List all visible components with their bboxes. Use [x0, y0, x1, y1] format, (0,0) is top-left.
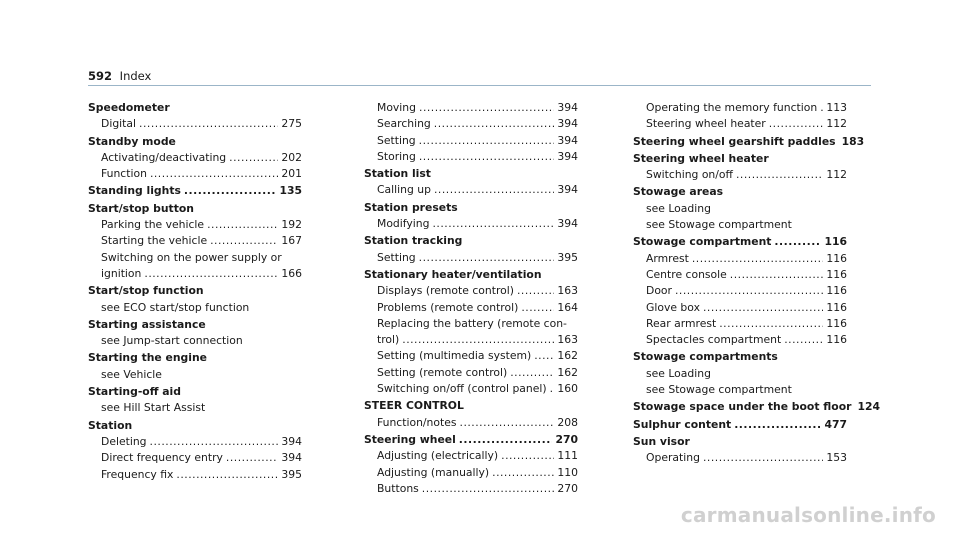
page-reference: 394 — [557, 117, 578, 131]
index-entry — [88, 317, 302, 350]
page-reference: 394 — [557, 133, 578, 147]
page-reference: 167 — [281, 234, 302, 248]
index-heading-text: Stowage compartment — [633, 235, 772, 249]
index-subentry — [88, 266, 302, 282]
index-entry — [88, 201, 302, 282]
index-subentry-text: Setting — [377, 133, 416, 147]
index-subentry — [633, 450, 847, 466]
dot-leader — [402, 332, 554, 348]
index-subentry — [633, 167, 847, 183]
dot-leader — [730, 267, 824, 283]
dot-leader — [419, 133, 555, 149]
index-subentry: see ECO start/stop function — [101, 300, 250, 314]
index-entry — [88, 418, 302, 483]
page-reference: 202 — [281, 150, 302, 164]
page-reference: 116 — [826, 316, 847, 330]
index-heading: Station list — [364, 167, 431, 181]
index-subentry — [364, 149, 578, 165]
index-subentry: see Stowage compartment — [646, 218, 792, 232]
index-subentry-text: Centre console — [646, 267, 727, 281]
dot-leader — [434, 116, 555, 132]
dot-leader — [226, 450, 278, 466]
index-heading: Stowage compartments — [633, 350, 778, 364]
dot-leader — [736, 167, 823, 183]
dot-leader — [692, 251, 824, 267]
index-entry — [633, 100, 847, 133]
index-subentry — [364, 250, 578, 266]
index-subentry — [364, 182, 578, 198]
index-subentry — [88, 467, 302, 483]
index-heading-text: Standing lights — [88, 184, 181, 198]
page-reference: 116 — [826, 300, 847, 314]
index-heading: Steering wheel heater — [633, 151, 769, 165]
index-entry — [633, 399, 880, 415]
index-heading-text: Sulphur content — [633, 417, 732, 431]
index-subentry-text: Switching on/off (control panel) — [377, 382, 547, 396]
index-subentry-text: Armrest — [646, 251, 689, 265]
index-subentry — [633, 332, 847, 348]
page-reference: 208 — [557, 415, 578, 429]
index-subentry — [364, 448, 578, 464]
page-reference: 394 — [557, 217, 578, 231]
index-subentry — [364, 365, 578, 381]
index-subentry-text: Adjusting (electrically) — [377, 449, 499, 463]
index-subentry: Switching on the power supply or — [101, 250, 282, 264]
dot-leader — [422, 481, 555, 497]
index-entry — [88, 134, 302, 183]
dot-leader — [521, 300, 554, 316]
index-subentry — [88, 150, 302, 166]
dot-leader — [150, 166, 278, 182]
index-subentry-text: Setting (remote control) — [377, 365, 508, 379]
index-subentry-text: trol) — [377, 333, 400, 347]
index-heading — [364, 432, 578, 448]
index-heading: Station — [88, 418, 133, 432]
index-entry — [364, 200, 578, 233]
index-entry — [364, 100, 578, 165]
index-subentry: see Loading — [646, 201, 711, 215]
page-reference: 270 — [557, 481, 578, 495]
index-subentry-text: Function/notes — [377, 415, 457, 429]
index-entry — [364, 166, 578, 199]
index-heading-text: Stowage space under the boot floor — [633, 400, 852, 414]
index-subentry-text: Door — [646, 284, 672, 298]
index-heading: Start/stop button — [88, 201, 194, 215]
dot-leader — [703, 450, 823, 466]
index-heading-text: Steering wheel — [364, 432, 456, 446]
dot-leader — [460, 415, 555, 431]
index-subentry-text: Starting the vehicle — [101, 234, 208, 248]
dot-leader — [774, 234, 821, 250]
page-reference: 394 — [557, 101, 578, 114]
index-subentry-text: Calling up — [377, 183, 431, 197]
index-subentry-text: Digital — [101, 117, 137, 131]
index-heading — [633, 234, 847, 250]
index-subentry — [633, 116, 847, 132]
index-heading: Standby mode — [88, 134, 176, 148]
index-subentry-text: ignition — [101, 266, 142, 280]
index-subentry-text: Displays (remote control) — [377, 284, 514, 298]
page-header — [88, 69, 151, 83]
page-reference: 153 — [826, 451, 847, 465]
index-subentry — [364, 116, 578, 132]
index-subentry-text: Switching on/off — [646, 168, 733, 182]
dot-leader — [419, 149, 555, 165]
index-heading: Starting assistance — [88, 317, 206, 331]
index-heading: Stationary heater/ventilation — [364, 267, 542, 281]
index-subentry-text: Operating — [646, 451, 700, 465]
index-heading-text: Steering wheel gearshift paddles — [633, 134, 836, 148]
index-subentry — [633, 100, 847, 116]
index-subentry — [88, 450, 302, 466]
dot-leader — [184, 183, 277, 199]
index-subentry-text: Spectacles compartment — [646, 333, 782, 347]
index-subentry-text: Setting (multimedia system) — [377, 349, 532, 363]
dot-leader — [501, 448, 554, 464]
index-entry — [88, 350, 302, 383]
index-heading — [633, 417, 847, 433]
page-reference: 116 — [826, 251, 847, 265]
dot-leader — [703, 300, 823, 316]
page-reference: 124 — [857, 400, 880, 414]
index-column-2 — [364, 100, 578, 498]
index-heading: Station tracking — [364, 234, 463, 248]
dot-leader — [434, 182, 554, 198]
dot-leader — [144, 266, 278, 282]
dot-leader — [492, 465, 554, 481]
page-reference: 275 — [281, 117, 302, 131]
page-reference: 192 — [281, 218, 302, 232]
page-reference: 162 — [557, 365, 578, 379]
dot-leader — [510, 365, 554, 381]
index-entry — [633, 417, 847, 433]
index-subentry — [364, 381, 578, 397]
page-reference: 113 — [826, 101, 847, 114]
index-subentry — [364, 465, 578, 481]
index-subentry-text: Activating/deactivating — [101, 150, 227, 164]
index-subentry — [364, 348, 578, 364]
index-subentry: see Jump-start connection — [101, 334, 243, 348]
dot-leader — [432, 216, 554, 232]
page-reference: 110 — [557, 465, 578, 479]
dot-leader — [150, 434, 279, 450]
dot-leader — [820, 100, 823, 116]
index-subentry — [364, 100, 578, 116]
dot-leader — [534, 348, 554, 364]
index-subentry-text: Storing — [377, 149, 416, 163]
index-subentry — [364, 481, 578, 497]
index-entry — [88, 384, 302, 417]
page-reference: 116 — [826, 333, 847, 347]
index-subentry-text: Rear armrest — [646, 316, 717, 330]
index-heading: Sun visor — [633, 434, 690, 448]
index-subentry — [633, 283, 847, 299]
index-subentry-text: Operating the memory function — [646, 101, 818, 114]
index-subentry: see Hill Start Assist — [101, 401, 206, 415]
page-reference: 395 — [557, 250, 578, 264]
index-heading — [88, 183, 302, 199]
index-subentry — [88, 217, 302, 233]
index-entry — [88, 283, 302, 316]
page-reference: 164 — [557, 300, 578, 314]
page-reference: 163 — [557, 284, 578, 298]
index-subentry — [88, 166, 302, 182]
index-entry — [633, 434, 847, 467]
index-subentry-text: Problems (remote control) — [377, 300, 519, 314]
index-subentry-text: Function — [101, 167, 147, 181]
index-heading — [633, 134, 865, 150]
index-subentry — [364, 415, 578, 431]
index-subentry-text: Modifying — [377, 217, 430, 231]
page-reference: 201 — [281, 167, 302, 181]
index-entry — [364, 398, 578, 431]
page-reference: 394 — [557, 183, 578, 197]
index-subentry — [88, 233, 302, 249]
dot-leader — [419, 250, 555, 266]
index-subentry: Replacing the battery (remote con- — [377, 316, 567, 330]
dot-leader — [675, 283, 823, 299]
page-number: 592 — [88, 69, 113, 83]
index-subentry-text: Direct frequency entry — [101, 451, 223, 465]
index-entry — [633, 234, 847, 348]
page-reference: 394 — [557, 149, 578, 163]
dot-leader — [229, 150, 278, 166]
index-entry — [633, 151, 847, 184]
index-subentry: see Vehicle — [101, 367, 162, 381]
index-heading: Starting the engine — [88, 351, 207, 365]
page-reference: 116 — [824, 235, 847, 249]
index-entry — [88, 183, 302, 199]
index-column-1 — [88, 100, 302, 484]
index-subentry — [364, 283, 578, 299]
page-reference: 112 — [826, 117, 847, 131]
index-subentry — [364, 332, 578, 348]
index-subentry — [633, 300, 847, 316]
dot-leader — [784, 332, 823, 348]
index-subentry-text: Parking the vehicle — [101, 218, 205, 232]
index-entry — [633, 349, 847, 398]
dot-leader — [176, 467, 278, 483]
index-subentry-text: Searching — [377, 117, 431, 131]
index-entry — [633, 184, 847, 233]
header-rule — [88, 85, 871, 86]
page-reference: 162 — [557, 349, 578, 363]
page-reference: 163 — [557, 333, 578, 347]
index-heading — [633, 399, 880, 415]
index-heading: Speedometer — [88, 101, 170, 114]
dot-leader — [517, 283, 554, 299]
index-entry — [364, 432, 578, 497]
page-reference: 135 — [279, 184, 302, 198]
dot-leader — [719, 316, 823, 332]
page-reference: 111 — [557, 449, 578, 463]
index-subentry: see Loading — [646, 366, 711, 380]
index-heading: Station presets — [364, 200, 458, 214]
index-subentry — [633, 316, 847, 332]
index-subentry-text: Glove box — [646, 300, 700, 314]
index-subentry-text: Adjusting (manually) — [377, 465, 490, 479]
index-subentry: see Stowage compartment — [646, 383, 792, 397]
section-title: Index — [119, 69, 152, 83]
index-heading: Start/stop function — [88, 284, 204, 298]
dot-leader — [210, 233, 278, 249]
page-reference: 270 — [555, 432, 578, 446]
index-subentry-text: Buttons — [377, 481, 419, 495]
index-subentry-text: Setting — [377, 250, 416, 264]
page-reference: 183 — [841, 134, 865, 148]
index-subentry — [364, 133, 578, 149]
page-reference: 395 — [281, 467, 302, 481]
index-subentry — [88, 434, 302, 450]
watermark: carmanualsonline.info — [680, 503, 936, 527]
index-entry — [88, 100, 302, 133]
page-reference: 116 — [826, 267, 847, 281]
index-subentry-text: Moving — [377, 101, 417, 114]
dot-leader — [419, 100, 554, 116]
index-entry — [364, 267, 578, 397]
page-reference: 394 — [281, 434, 302, 448]
page-reference: 394 — [281, 451, 302, 465]
index-entry — [633, 134, 865, 150]
page-reference: 477 — [824, 417, 847, 431]
dot-leader — [139, 116, 278, 132]
dot-leader — [207, 217, 278, 233]
page-reference: 160 — [557, 382, 578, 396]
index-subentry — [364, 300, 578, 316]
index-heading: Starting-off aid — [88, 385, 181, 399]
index-subentry — [364, 216, 578, 232]
index-entry — [364, 233, 578, 266]
index-subentry — [633, 251, 847, 267]
page-reference: 112 — [826, 168, 847, 182]
index-column-3 — [633, 100, 880, 468]
page-reference: 166 — [281, 266, 302, 280]
page-reference: 116 — [826, 284, 847, 298]
index-subentry — [633, 267, 847, 283]
index-subentry — [88, 116, 302, 132]
index-subentry-text: Frequency fix — [101, 467, 174, 481]
index-heading: STEER CONTROL — [364, 399, 464, 413]
dot-leader — [459, 432, 553, 448]
dot-leader — [550, 381, 555, 397]
dot-leader — [734, 417, 821, 433]
dot-leader — [769, 116, 824, 132]
index-heading: Stowage areas — [633, 185, 724, 199]
index-subentry-text: Deleting — [101, 434, 147, 448]
index-subentry-text: Steering wheel heater — [646, 117, 766, 131]
